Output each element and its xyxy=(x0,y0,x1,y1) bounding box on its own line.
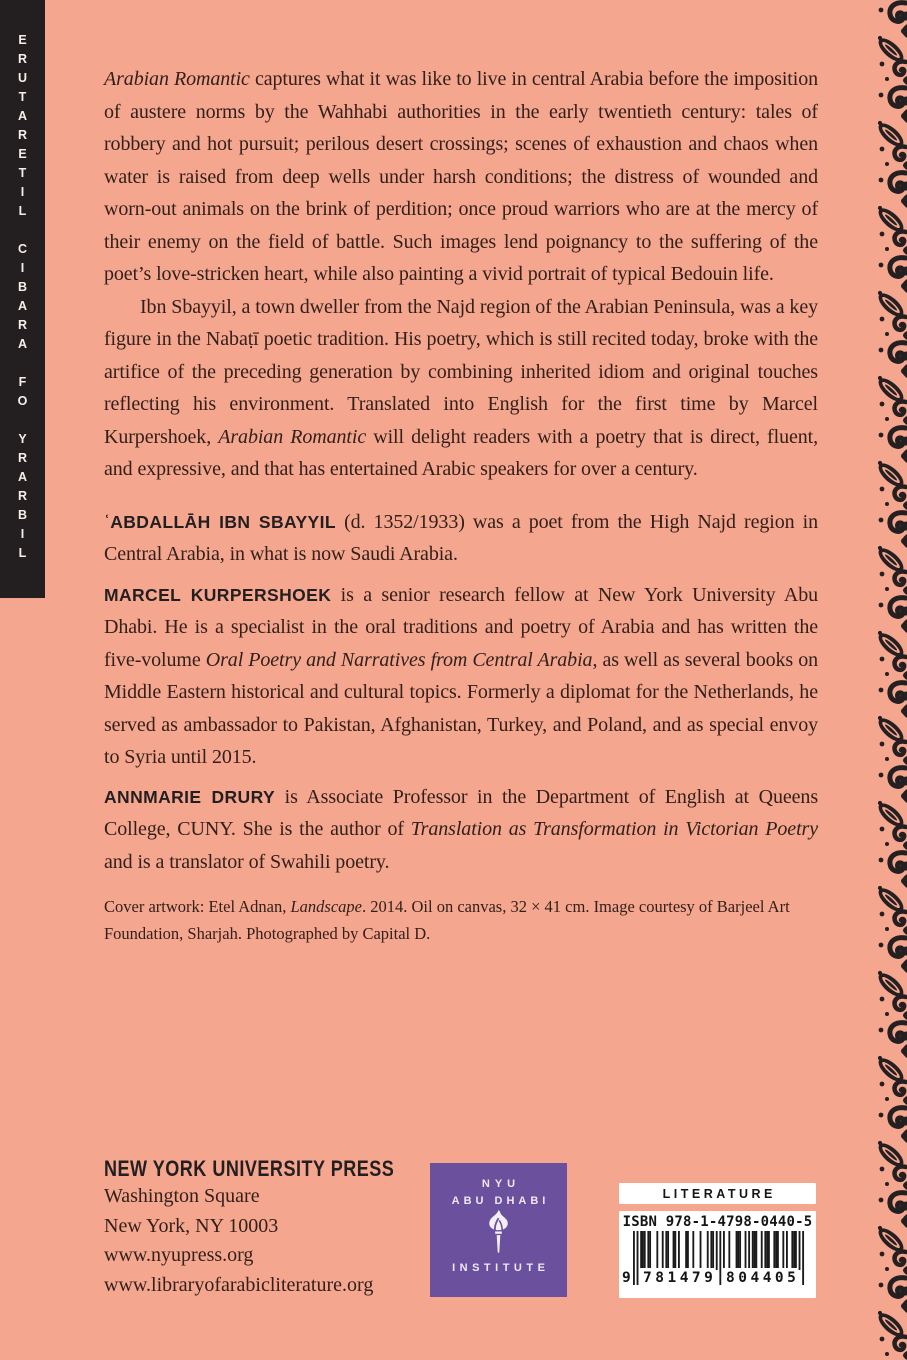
back-cover-text xyxy=(104,63,818,947)
publisher-url-loal: www.libraryofarabicliterature.org xyxy=(104,1273,374,1296)
torch-icon xyxy=(483,1210,514,1254)
arabesque-border-pattern xyxy=(877,0,907,1360)
publisher-block xyxy=(104,1156,458,1300)
category-label: LITERATURE xyxy=(619,1183,816,1204)
nyuad-institute-logo xyxy=(430,1163,567,1297)
artwork-credit-note: Cover artwork: Etel Adnan, Landscape. 2014. Oil on canvas, 32 × 41 cm. Image courtesy of Barjeel Art Foundation, Sharjah. Photographed by Capital D. xyxy=(104,897,790,943)
barcode-digit-left: 9 xyxy=(622,1270,631,1286)
publisher-name: NEW YORK UNIVERSITY PRESS xyxy=(104,1156,395,1181)
publisher-address-line1: Washington Square xyxy=(104,1185,260,1207)
publisher-address-line2: New York, NY 10003 xyxy=(104,1214,279,1237)
isbn-label: ISBN 978-1-4798-0440-5 xyxy=(622,1214,813,1230)
bio-abdallah-ibn-sbayyil: ʿABDALLĀH IBN SBAYYIL (d. 1352/1933) was a poet from the High Najd region in Central Arabia, in what is now Saudi Arabia. xyxy=(104,510,818,565)
barcode-digits-group1: 781479 xyxy=(643,1270,717,1286)
barcode-digits-group2: 804405 xyxy=(726,1270,800,1286)
bio-annmarie-drury: ANNMARIE DRURY is Associate Professor in the Department of English at Queens College, CUNY. She is the author of Translation as Transformation in Victorian Poetry and is a translator of Swahili poetry. xyxy=(104,785,818,873)
isbn-box xyxy=(619,1211,816,1298)
publisher-url-nyupress: www.nyupress.org xyxy=(104,1244,254,1266)
ean13-barcode xyxy=(619,1231,816,1291)
bio-marcel-kurpershoek: MARCEL KURPERSHOEK is a senior research fellow at New York University Abu Dhabi. He is a specialist in the oral traditions and poetry of Arabia and has written the five-volume Oral Poetry and Narratives from Central Arabia, as well as several books on Middle Eastern historical and cultural topics. Formerly a diplomat for the Netherlands, he served as ambassador to Pakistan, Afghanistan, Turkey, and Poland, and as special envoy to Syria until 2015. xyxy=(104,583,818,768)
series-spine-strip xyxy=(0,0,45,598)
series-spine-label: ERUTARETIL CIBARA FO YRARBIL xyxy=(15,33,30,565)
description-paragraph-1: Arabian Romantic captures what it was like to live in central Arabia before the imposition of austere norms by the Wahhabi authorities in the early twentieth century: tales of robbery and hot pursuit; perilous desert crossings; scenes of exhaustion and chaos when water is raised from deep wells under harsh conditions; the distress of wounded and worn-out animals on the brink of perdition; once proud warriors who are at the mercy of their enemy on the field of battle. Such images lend poignancy to the suffering of the poet’s love-stricken heart, while also painting a vivid portrait of typical Bedouin life. xyxy=(104,68,818,285)
barcode-area xyxy=(619,1183,816,1298)
nyuad-logo-line1: NYU xyxy=(481,1178,521,1190)
nyuad-logo-line3: INSTITUTE xyxy=(452,1262,550,1274)
nyuad-logo-line2: ABU DHABI xyxy=(451,1195,550,1207)
description-paragraph-2: Ibn Sbayyil, a town dweller from the Najd region of the Arabian Peninsula, was a key figure in the Nabaṭī poetic tradition. His poetry, which is still recited today, broke with the artifice of the preceding generation by combining inherited idiom and original touches reflecting his environment. Translated into English for the first time by Marcel Kurpershoek, Arabian Romantic will delight readers with a poetry that is direct, fluent, and expressive, and that has entertained Arabic speakers for over a century. xyxy=(104,295,819,480)
